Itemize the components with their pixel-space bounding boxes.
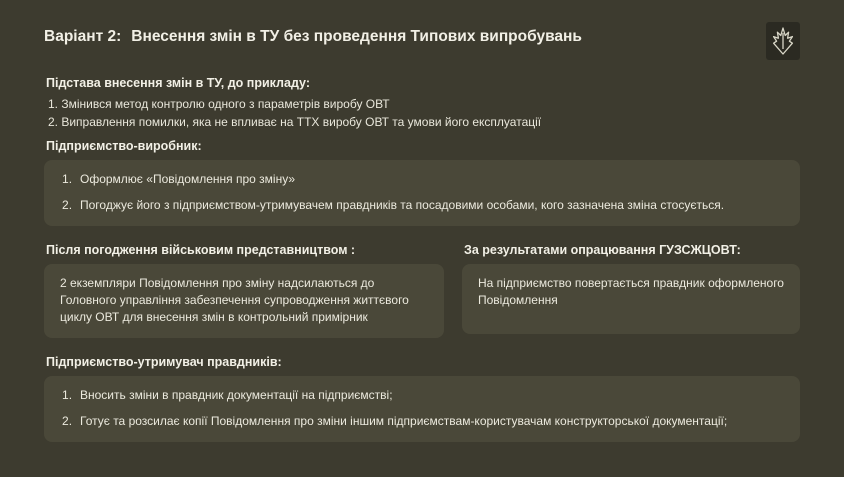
guszcovt-text: На підприємство повертається правдник оформленого Повідомлення [478,276,784,308]
holder-heading: Підприємство-утримувач правдників: [46,355,282,370]
title-text: Внесення змін в ТУ без проведення Типових випробувань [131,28,582,45]
ukraine-armed-forces-emblem-icon [766,22,800,60]
manufacturer-list [60,171,784,214]
list-item: Вносить зміни в правдник документації на підприємстві; [80,388,393,403]
slide-header [44,22,800,60]
basis-section [44,76,800,129]
variant-label: Варіант 2: [44,28,122,45]
after-approval-heading: Після погодження військовим представництвом : [46,243,356,258]
guszcovt-section [462,243,800,338]
slide-body [44,76,800,442]
after-approval-panel [44,264,444,338]
list-item: Погоджує його з підприємством-утримувачем правдників та посадовими особами, кого зазначена зміна стосується. [80,198,725,213]
after-approval-section [44,243,444,338]
holder-panel [44,376,800,442]
holder-list [60,387,784,430]
list-item: Готує та розсилає копії Повідомлення про зміни іншим підприємствам-користувачам конструкторської документації; [80,414,728,429]
holder-section [44,355,800,442]
middle-columns [44,243,800,338]
basis-list [44,97,800,129]
manufacturer-heading: Підприємство-виробник: [46,139,202,153]
list-item: 1. Змінився метод контролю одного з параметрів виробу ОВТ [48,97,390,111]
guszcovt-heading: За результатами опрацювання ГУЗСЖЦОВТ: [464,243,741,258]
list-item: 2. Виправлення помилки, яка не впливає на ТТХ виробу ОВТ та умови його експлуатації [48,115,542,129]
manufacturer-section [44,139,800,226]
page-title [44,22,582,46]
basis-heading: Підстава внесення змін в ТУ, до прикладу: [46,76,310,90]
guszcovt-panel [462,264,800,334]
after-approval-text: 2 екземпляри Повідомлення про зміну надсилаються до Головного управління забезпечення супроводження життєвого циклу ОВТ для внесення змін в контрольний примірник [60,276,409,325]
manufacturer-panel [44,160,800,226]
list-item: Оформлює «Повідомлення про зміну» [80,172,295,186]
